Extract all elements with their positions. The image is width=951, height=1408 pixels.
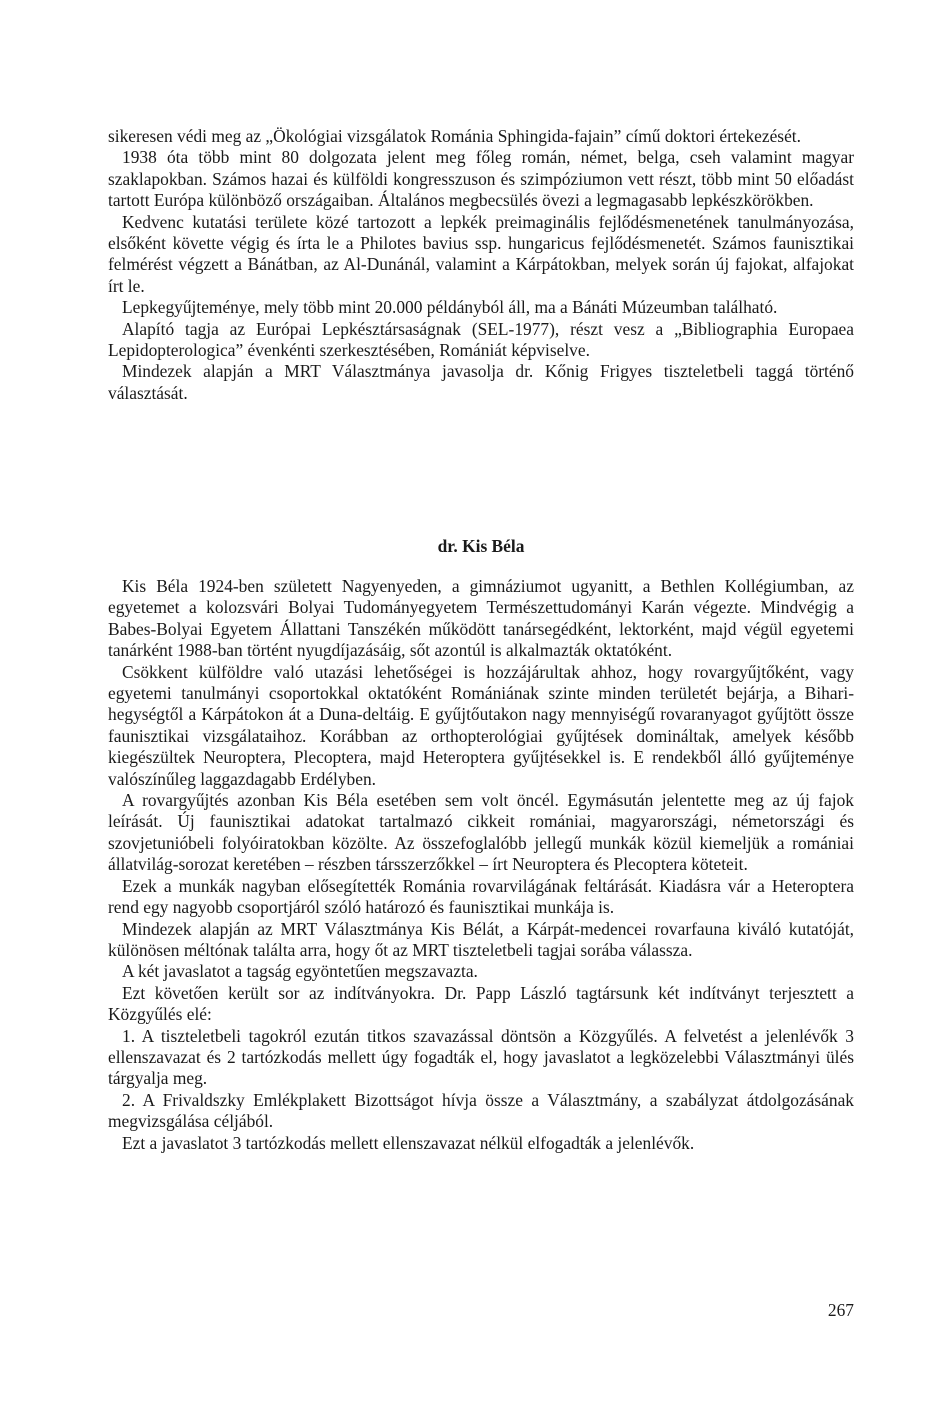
paragraph: A két javaslatot a tagság egyöntetűen megszavazta. [122, 961, 478, 982]
paragraph: Kis Béla 1924-ben született Nagyenyeden, a gimnáziumot ugyanitt, a Bethlen Kollégiumban, az egyetemet a kolozsvári Bolyai Tudományegyetem Természettudományi Karán végezte. Mindvégig a Babes-Bolyai Egyetem Állattani Tanszékén működött tanársegédként, lektorként, majd végül egyetemi tanárként 1988-ban történt nyugdíjazásáig, sőt azontúl is alkalmazták oktatóként. [108, 576, 854, 661]
paragraph: Mindezek alapján az MRT Választmánya Kis Bélát, a Kárpát-medencei rovarfauna kiváló kutatóját, különösen méltónak találta arra, hogy őt az MRT tiszteletbeli tagjai sorába válassza. [108, 918, 854, 960]
paragraph: Kedvenc kutatási területe közé tartozott a lepkék preimaginális fejlődésmenetének tanulmányozása, elsőként követte végig és írta le a Philotes bavius ssp. hungaricus fejlődésmenetét. Számos faunisztikai felmérést végzett a Bánátban, az Al-Dunánál, valamint a Kárpátokban, melyek során új fajokat, alfajokat írt le. [108, 211, 854, 296]
section-title: dr. Kis Béla [437, 536, 525, 556]
paragraph: Ezt követően került sor az indítványokra. Dr. Papp László tagtársunk két indítványt terjesztett a Közgyűlés elé: [108, 982, 854, 1025]
paragraph: 1. A tiszteletbeli tagokról ezután titkos szavazással döntsön a Közgyűlés. A felvetést a jelenlévők 3 ellenszavazat és 2 tartózkodás mellett úgy fogadták el, hogy javaslatot a legközelebbi Választmányi ülés tárgyalja meg. [108, 1025, 854, 1089]
paragraph: 2. A Frivaldszky Emlékplakett Bizottságot hívja össze a Választmány, a szabályzat átdolgozásának megvizsgálása céljából. [108, 1089, 854, 1132]
paragraph: Alapító tagja az Európai Lepkésztársaságnak (SEL-1977), részt vesz a „Bibliographia Europaea Lepidopterologica” évenkénti szerkesztésében, Romániát képviselve. [108, 318, 854, 361]
paragraph: Ezt a javaslatot 3 tartózkodás mellett ellenszavazat nélkül elfogadták a jelenlévők. [122, 1132, 695, 1153]
kis-bela-section-text [108, 576, 854, 1154]
paragraph: Lepkegyűjteménye, mely több mint 20.000 példányból áll, ma a Bánáti Múzeumban található. [122, 297, 778, 318]
paragraph: A rovargyűjtés azonban Kis Béla esetében sem volt öncél. Egymásután jelentette meg az új fajok leírását. Új faunisztikai adatokat tartalmazó cikkeit romániai, magyarországi, németországi és szovjetunióbeli folyóiratokban közölte. Az összefoglalóbb jellegű munkák közül kiemeljük a romániai állatvilág-sorozat keretében – részben társszerzőkkel – írt Neuroptera és Plecoptera köteteit. [108, 790, 854, 875]
page-number: 267 [827, 1300, 854, 1320]
paragraph: Ezek a munkák nagyban elősegítették Románia rovarvilágának feltárását. Kiadásra vár a Heteroptera rend egy nagyobb csoportjáról szóló határozó és faunisztikai munkája is. [108, 875, 854, 918]
paragraph: sikeresen védi meg az „Ökológiai vizsgálatok Románia Sphingida-fajain” című doktori értekezését. [108, 126, 801, 146]
koenig-section-text [108, 126, 854, 404]
document-page [108, 126, 854, 1386]
paragraph: 1938 óta több mint 80 dolgozata jelent meg főleg román, német, belga, cseh valamint magyar szaklapokban. Számos hazai és külföldi kongresszuson és szimpóziumon vett részt, több mint 50 előadást tartott Európa különböző országaiban. Általános megbecsülés övezi a legmagasabb lepkészkörökben. [108, 147, 854, 211]
paragraph: Csökkent külföldre való utazási lehetőségei is hozzájárultak ahhoz, hogy rovargyűjtőként, vagy egyetemi tanulmányi csoportokkal oktatóként Romániának szinte minden területét bejárja, a Bihari-hegységtől a Kárpátokon át a Duna-deltáig. E gyűjtőutakon nagy mennyiségű rovaranyagot gyűjtött össze faunisztikai vizsgálataihoz. Korábban az orthopterológiai gyűjtések domináltak, amelyek később kiegészültek Neuroptera, Plecoptera, majd Heteroptera gyűjtésekkel is. E rendekből álló gyűjteménye valószínűleg laggazdagabb Erdélyben. [108, 661, 854, 789]
paragraph: Mindezek alapján a MRT Választmánya javasolja dr. Kőnig Frigyes tiszteletbeli taggá történő választását. [108, 361, 854, 403]
